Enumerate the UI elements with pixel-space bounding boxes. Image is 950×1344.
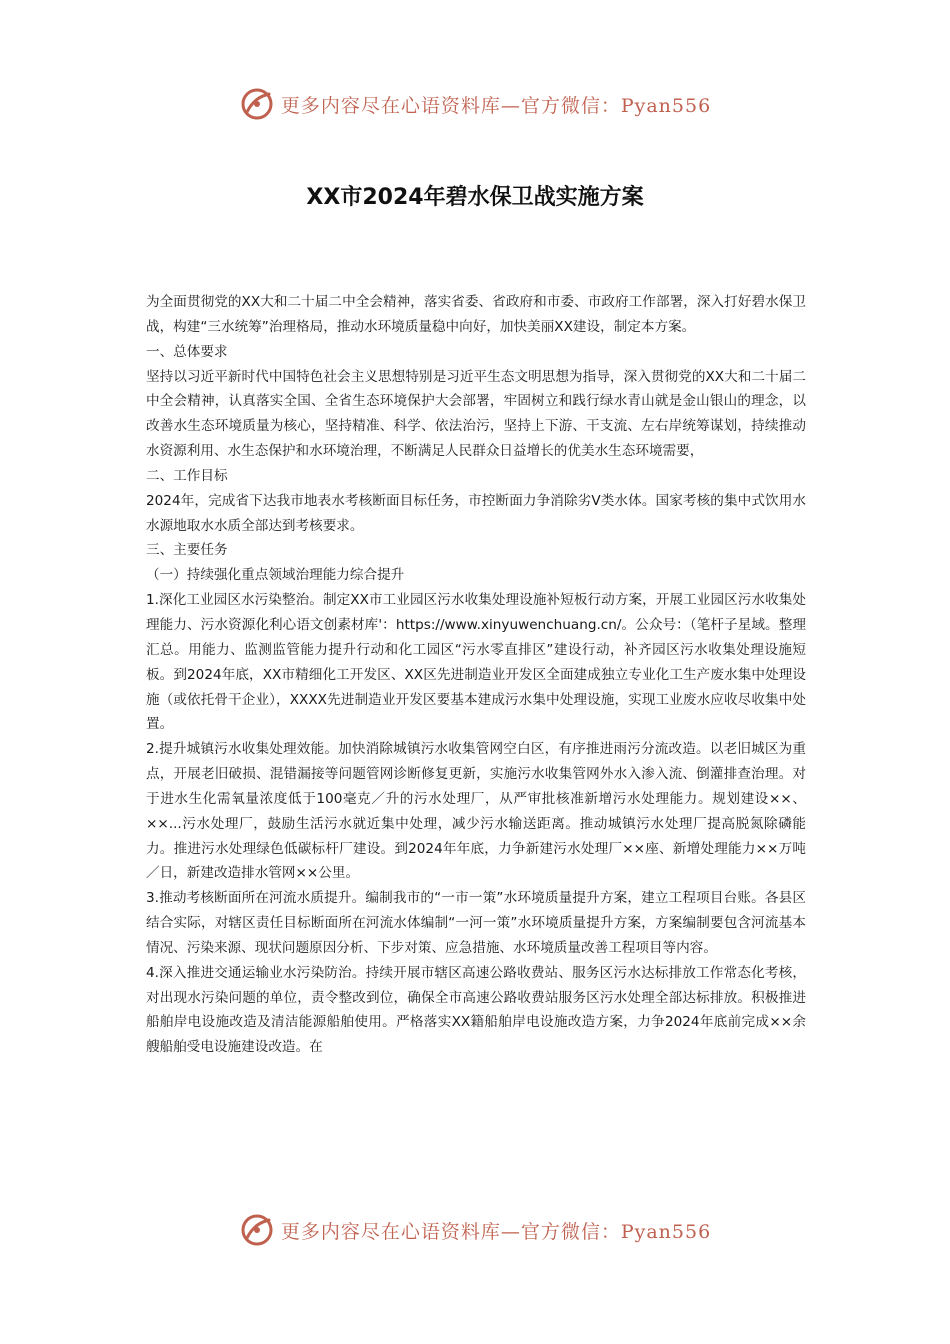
banner-text: 更多内容尽在心语资料库—官方微信：Pyan556	[280, 94, 712, 117]
task-item-1: 1.深化工业园区水污染整治。制定XX市工业园区污水收集处理设施补短板行动方案，开展工业园区污水收集处理能力、污水资源化利心语文创素材库'：https://www.xinyuwenchuang.cn/。公众号：（笔杆子星域。整理汇总。用能力、监测监管能力提升行动和化工园区“污水零直排区”建设行动，补齐园区污水收集处理设施短板。到2024年底，XX市精细化工开发区、XX区先进制造业开发区全面建成独立专业化工生产废水集中处理设施（或依托骨干企业），XXXX先进制造业开发区要基本建成污水集中处理设施，实现工业废水应收尽收集中处置。	[146, 592, 806, 733]
banner-text: 更多内容尽在心语资料库—官方微信：Pyan556	[280, 1220, 712, 1243]
swirl-logo-icon	[239, 86, 275, 122]
header-watermark-banner	[0, 84, 950, 124]
general-requirements-paragraph: 坚持以习近平新时代中国特色社会主义思想特别是习近平生态文明思想为指导，深入贯彻党的XX大和二十届二中全会精神，认真落实全国、全省生态环境保护大会部署，牢固树立和践行绿水青山就是金山银山的理念，以改善水生态环境质量为核心，坚持精准、科学、依法治污，坚持上下游、干支流、左右岸统筹谋划，持续推动水资源利用、水生态保护和水环境治理，不断满足人民群众日益增长的优美水生态环境需要，	[146, 368, 806, 460]
task-item-4: 4.深入推进交通运输业水污染防治。持续开展市辖区高速公路收费站、服务区污水达标排放工作常态化考核，对出现水污染问题的单位，责令整改到位，确保全市高速公路收费站服务区污水处理全部达标排放。积极推进船舶岸电设施改造及清洁能源船舶使用。严格落实XX籍船舶岸电设施改造方案，力争2024年底前完成××余艘船舶受电设施建设改造。在	[146, 964, 806, 1056]
goals-paragraph: 2024年，完成省下达我市地表水考核断面目标任务，市控断面力争消除劣V类水体。国家考核的集中式饮用水水源地取水水质全部达到考核要求。	[146, 492, 806, 534]
document-title: XX市2024年碧水保卫战实施方案	[306, 185, 644, 210]
section-heading-tasks: 三、主要任务	[146, 542, 228, 559]
task-item-3: 3.推动考核断面所在河流水质提升。编制我市的“一市一策”水环境质量提升方案，建立工程项目台账。各县区结合实际，对辖区责任目标断面所在河流水体编制“一河一策”水环境质量提升方案，方案编制要包含河流基本情况、污染来源、现状问题原因分析、下步对策、应急措施、水环境质量改善工程项目等内容。	[146, 890, 806, 956]
subsection-heading: （一）持续强化重点领域治理能力综合提升	[146, 567, 405, 584]
section-heading-goals: 二、工作目标	[146, 467, 228, 484]
task-item-2: 2.提升城镇污水收集处理效能。加快消除城镇污水收集管网空白区，有序推进雨污分流改造。以老旧城区为重点，开展老旧破损、混错漏接等问题管网诊断修复更新，实施污水收集管网外水入渗入流、倒灌排查治理。对于进水生化需氧量浓度低于100毫克／升的污水处理厂，从严审批核准新增污水处理能力。规划建设××、××...污水处理厂，鼓励生活污水就近集中处理，减少污水输送距离。推动城镇污水处理厂提高脱氮除磷能力。推进污水处理绿色低碳标杆厂建设。到2024年年底，力争新建污水处理厂××座、新增处理能力××万吨／日，新建改造排水管网××公里。	[146, 741, 806, 882]
footer-watermark-banner	[0, 1210, 950, 1250]
section-heading-general: 一、总体要求	[146, 343, 228, 360]
intro-paragraph: 为全面贯彻党的XX大和二十届二中全会精神，落实省委、省政府和市委、市政府工作部署，深入打好碧水保卫战，构建“三水统筹”治理格局，推动水环境质量稳中向好，加快美丽XX建设，制定本方案。	[146, 294, 806, 335]
swirl-logo-icon	[239, 1212, 275, 1248]
document-body	[146, 290, 806, 1060]
